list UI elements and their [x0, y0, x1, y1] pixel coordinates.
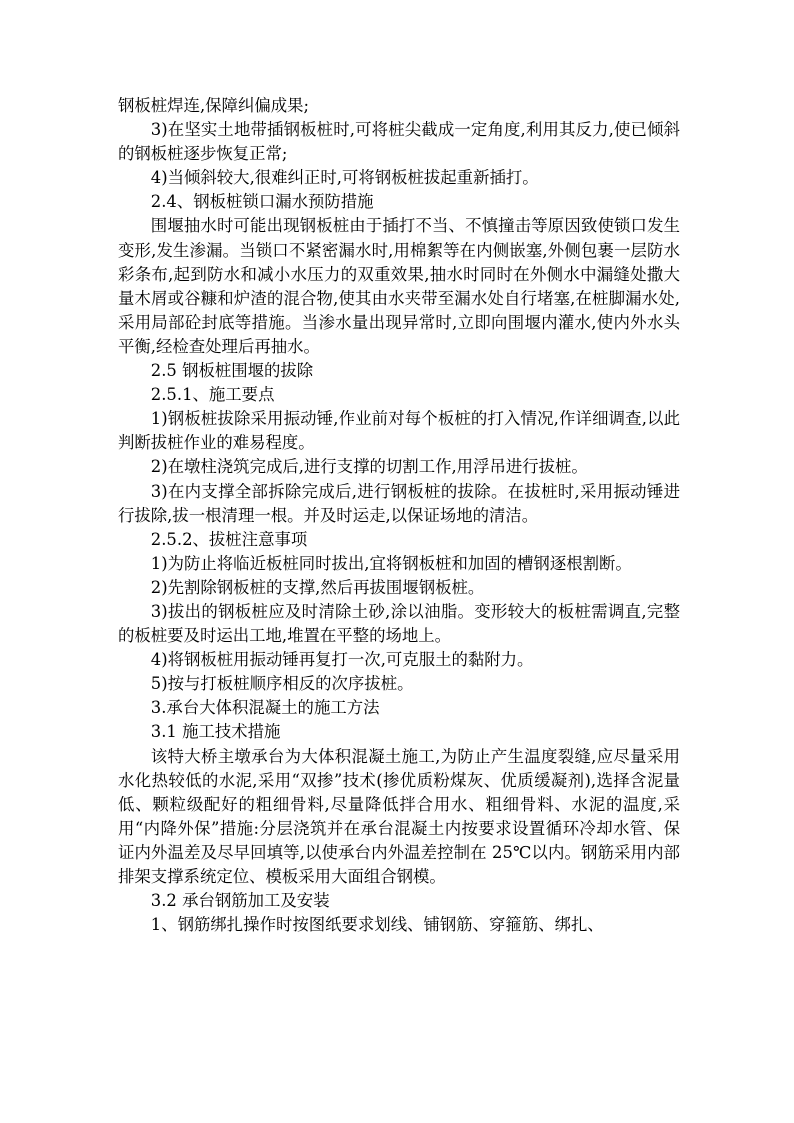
section-heading-2-5-1: 2.5.1、施工要点	[150, 385, 275, 405]
paragraph-mass-concrete: 该特大桥主墩承台为大体积混凝土施工,为防止产生温度裂缝,应尽量采用水化热较低的水泥,采用“双掺”技术(掺优质粉煤灰、优质缓凝剂),选择含泥量低、颗粒级配好的粗细骨料,尽量降低拌合用水、粗细骨料、水泥的温度,采用“内降外保”措施:分层浇筑并在承台混凝土内按要求设置循环冷却水管、保证内外温差及尽早回填等,以使承台内外温差控制在 25℃以内。钢筋采用内部排架支撑系统定位、模板采用大面组合钢模。	[118, 746, 680, 886]
document-body	[118, 94, 680, 937]
paragraph-leak-prevention: 围堰抽水时可能出现钢板桩由于插打不当、不慎撞击等原因致使锁口发生变形,发生渗漏。当锁口不紧密漏水时,用棉絮等在内侧嵌塞,外侧包裹一层防水彩条布,起到防水和减小水压力的双重效果,抽水时同时在外侧水中漏缝处撒大量木屑或谷糠和炉渣的混合物,使其由水夹带至漏水处自行堵塞,在桩脚漏水处,采用局部砼封底等措施。当渗水量出现异常时,立即向围堰内灌水,使内外水头平衡,经检查处理后再抽水。	[118, 216, 680, 356]
paragraph-rebar-binding: 1、钢筋绑扎操作时按图纸要求划线、铺钢筋、穿箍筋、绑扎、	[150, 915, 604, 935]
section-heading-2-5-2: 2.5.2、拔桩注意事项	[150, 529, 308, 549]
paragraph-continuation: 钢板桩焊连,保障纠偏成果;	[118, 96, 310, 115]
paragraph-item-1b: 1)为防止将临近板桩同时拔出,宜将钢板桩和加固的槽钢逐根割断。	[150, 553, 632, 573]
paragraph-item-2: 2)在墩柱浇筑完成后,进行支撑的切割工作,用浮吊进行拔桩。	[150, 457, 588, 477]
paragraph-item-4b: 4)将钢板桩用振动锤再复打一次,可克服土的黏附力。	[150, 650, 534, 670]
paragraph-item-1: 1)钢板桩拔除采用振动锤,作业前对每个板桩的打入情况,作详细调查,以此判断拔桩作业的难易程度。	[118, 409, 680, 453]
section-heading-3-1: 3.1 施工技术措施	[150, 722, 281, 742]
section-heading-2-4: 2.4、钢板桩锁口漏水预防措施	[150, 192, 374, 212]
paragraph-item-3c: 3)拔出的钢板桩应及时清除土砂,涂以油脂。变形较大的板桩需调直,完整的板桩要及时运出工地,堆置在平整的场地上。	[118, 601, 680, 646]
section-heading-3-2: 3.2 承台钢筋加工及安装	[150, 891, 330, 911]
paragraph-item-3: 3)在坚实土地带插钢板桩时,可将桩尖截成一定角度,利用其反力,使已倾斜的钢板桩逐步恢复正常;	[118, 120, 680, 164]
paragraph-item-5: 5)按与打板桩顺序相反的次序拔桩。	[150, 674, 414, 694]
paragraph-item-2b: 2)先割除钢板桩的支撑,然后再拔围堰钢板桩。	[150, 577, 485, 597]
paragraph-item-4: 4)当倾斜较大,很难纠正时,可将钢板桩拔起重新插打。	[150, 168, 539, 188]
paragraph-item-3b: 3)在内支撑全部拆除完成后,进行钢板桩的拔除。在拔桩时,采用振动锤进行拔除,拔一根清理一根。并及时运走,以保证场地的清洁。	[118, 481, 680, 525]
section-heading-3: 3.承台大体积混凝土的施工方法	[150, 698, 380, 718]
section-heading-2-5: 2.5 钢板桩围堰的拔除	[150, 361, 314, 381]
